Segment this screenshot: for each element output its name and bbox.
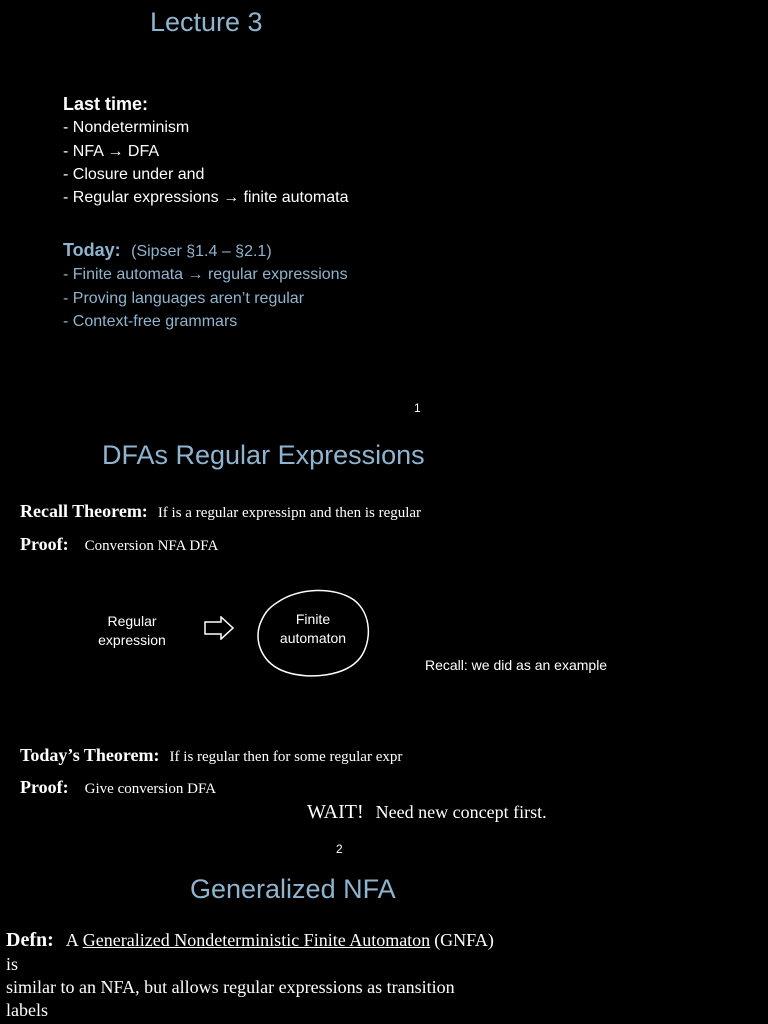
recall-note: Recall: we did as an example [425,657,608,673]
defn-line: is [6,954,19,974]
recall-theorem-label: Recall Theorem: [20,501,148,521]
todays-theorem-label: Today’s Theorem: [20,745,160,765]
today-section [63,239,348,333]
last-time-item: - Regular expressions → finite automata [63,189,349,207]
last-time-item: - Closure under and [63,165,205,183]
recall-theorem-text: If is a regular expressipn and then is regular [157,505,422,521]
todays-theorem-text: If is regular then for some regular expr [169,749,403,765]
defn-abbrev: (GNFA) [434,930,494,950]
proof-2 [20,777,216,798]
implies-arrow-icon [203,616,235,640]
slide3-title: Generalized NFA [190,874,396,904]
today-item: - Finite automata → regular expressions [63,266,348,284]
last-time-item: - Nondeterminism [63,119,190,137]
definition-body [6,953,455,1022]
fa-label-line: automaton [279,630,347,646]
slide2-title: DFAs Regular Expressions [102,440,425,470]
wait-label: WAIT! [307,801,364,823]
regex-label-line: Regular [107,613,157,629]
last-time-heading: Last time: [63,94,149,114]
proof-1-label: Proof: [20,534,69,554]
definition-line [6,929,494,952]
defn-line: similar to an NFA, but allows regular expressions as transition [6,977,455,997]
todays-theorem [20,745,402,766]
today-item: - Proving languages aren’t regular [63,289,305,307]
defn-label: Defn: [6,929,54,951]
wait-text: Need new concept first. [375,802,547,822]
today-item: - Context-free grammars [63,312,238,330]
last-time-section [63,93,348,209]
recall-theorem [20,501,421,522]
regex-label-line: expression [98,632,166,648]
page-number: 2 [336,842,343,856]
proof-1 [20,534,218,555]
last-time-item: - NFA → DFA [63,142,160,160]
today-ref: (Sipser §1.4 – §2.1) [131,243,272,260]
slide1-title: Lecture 3 [150,7,263,37]
defn-article: A [65,930,79,950]
wait-note [307,801,547,824]
page-number: 1 [414,401,421,415]
proof-2-text: Give conversion DFA [84,781,217,797]
finite-automaton-label [264,610,362,648]
defn-term: Generalized Nondeterministic Finite Automaton [82,930,431,950]
proof-1-text: Conversion NFA DFA [84,538,219,554]
regex-label [88,612,176,650]
fa-label-line: Finite [295,611,331,627]
proof-2-label: Proof: [20,777,69,797]
today-heading: Today: [63,240,121,260]
defn-line: labels [6,1000,48,1020]
